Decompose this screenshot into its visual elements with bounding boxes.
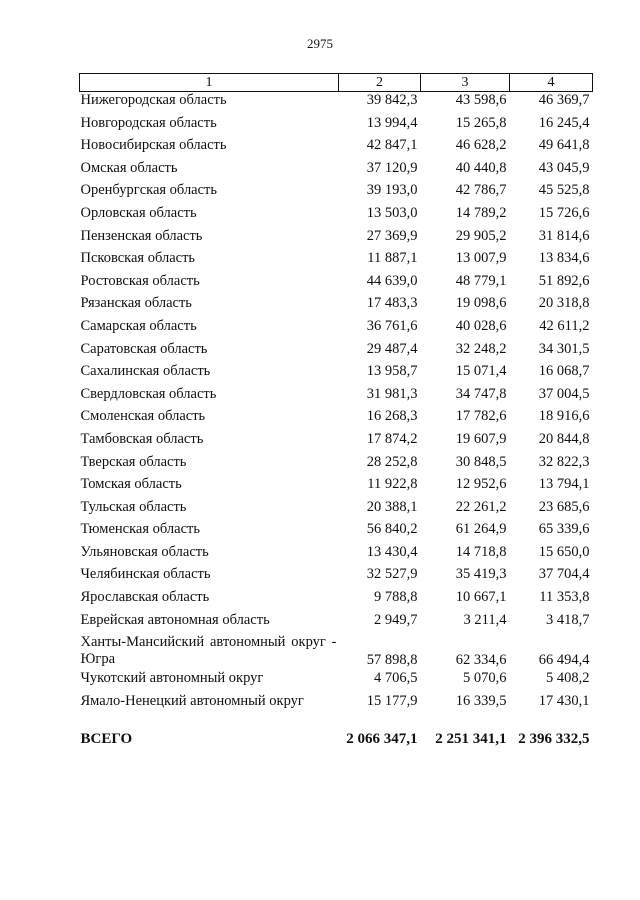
region-name: Ростовская область	[80, 272, 200, 289]
spacer-cell	[339, 715, 421, 731]
region-name: Сахалинская область	[80, 363, 211, 380]
value-col-3: 35 419,3	[455, 566, 507, 583]
table-row	[80, 228, 593, 251]
value-col-3: 30 848,5	[455, 453, 507, 470]
value-col-4: 34 301,5	[538, 340, 590, 357]
table-row	[80, 544, 593, 567]
value-col-3: 15 071,4	[455, 363, 507, 380]
table-row	[80, 363, 593, 386]
value-col-2: 44 639,0	[366, 272, 418, 289]
header-row	[80, 74, 593, 92]
value-col-4: 37 704,4	[538, 566, 590, 583]
budget-table	[79, 73, 593, 754]
header-col-3: 3	[421, 74, 510, 92]
value-col-2: 32 527,9	[366, 566, 418, 583]
region-name: Томская область	[80, 476, 182, 493]
value-col-2: 39 193,0	[366, 182, 418, 199]
value-col-2: 29 487,4	[366, 340, 418, 357]
total-col-3: 2 251 341,1	[435, 731, 507, 748]
value-col-3: 40 028,6	[455, 317, 507, 334]
value-col-4: 16 245,4	[538, 114, 590, 131]
value-col-2: 39 842,3	[366, 92, 418, 108]
value-col-2: 11 887,1	[367, 250, 418, 267]
value-col-3: 5 070,6	[463, 670, 507, 687]
region-name: Новгородская область	[80, 114, 217, 131]
value-col-2: 15 177,9	[366, 692, 418, 709]
value-col-3: 13 007,9	[455, 250, 507, 267]
region-name: Чукотский автономный округ	[80, 670, 264, 687]
value-col-4: 42 611,2	[539, 317, 590, 334]
value-col-3: 3 211,4	[463, 611, 507, 628]
value-col-4: 11 353,8	[539, 589, 590, 606]
region-name: Ярославская область	[80, 589, 210, 606]
budget-table-container	[79, 73, 592, 754]
table-row	[80, 250, 593, 273]
table-row	[80, 92, 593, 115]
value-col-2: 27 369,9	[366, 227, 418, 244]
value-col-3: 61 264,9	[455, 521, 507, 538]
value-col-4: 3 418,7	[546, 611, 590, 628]
value-col-4: 66 494,4	[538, 652, 590, 669]
value-col-2: 16 268,3	[366, 408, 418, 425]
total-label: ВСЕГО	[80, 731, 133, 748]
value-col-3: 14 789,2	[455, 204, 507, 221]
value-col-2: 13 958,7	[366, 363, 418, 380]
value-col-3: 32 248,2	[455, 340, 507, 357]
value-col-3: 46 628,2	[455, 137, 507, 154]
region-name: Свердловская область	[80, 385, 217, 402]
spacer-row	[80, 715, 593, 731]
value-col-4: 23 685,6	[538, 498, 590, 515]
value-col-4: 45 525,8	[538, 182, 590, 199]
table-row	[80, 205, 593, 228]
region-name: Новосибирская область	[80, 137, 227, 154]
table-row	[80, 521, 593, 544]
table-row	[80, 408, 593, 431]
value-col-4: 37 004,5	[538, 385, 590, 402]
value-col-4: 31 814,6	[538, 227, 590, 244]
spacer-cell	[80, 715, 339, 731]
value-col-3: 17 782,6	[455, 408, 507, 425]
region-name: Тюменская область	[80, 521, 200, 538]
table-row	[80, 612, 593, 635]
value-col-3: 34 747,8	[455, 385, 507, 402]
value-col-4: 17 430,1	[538, 692, 590, 709]
region-name-text: Ханты-Мансийский автономный округ - Югра	[80, 634, 337, 668]
region-name: Самарская область	[80, 317, 197, 334]
total-col-4: 2 396 332,5	[518, 731, 590, 748]
table-row	[80, 634, 593, 670]
region-name: Челябинская область	[80, 566, 211, 583]
value-col-3: 14 718,8	[455, 543, 507, 560]
value-col-3: 12 952,6	[455, 476, 507, 493]
region-name: Смоленская область	[80, 408, 206, 425]
region-name: Рязанская область	[80, 295, 192, 312]
region-name: Псковская область	[80, 250, 196, 267]
value-col-4: 20 318,8	[538, 295, 590, 312]
region-name	[80, 634, 339, 670]
table-row	[80, 273, 593, 296]
region-name: Пензенская область	[80, 227, 203, 244]
value-col-2: 20 388,1	[366, 498, 418, 515]
table-row	[80, 182, 593, 205]
value-col-3: 15 265,8	[455, 114, 507, 131]
table-row	[80, 476, 593, 499]
region-name: Ульяновская область	[80, 543, 209, 560]
region-name: Тамбовская область	[80, 430, 204, 447]
value-col-3: 10 667,1	[455, 589, 507, 606]
value-col-2: 11 922,8	[367, 476, 418, 493]
value-col-3: 22 261,2	[455, 498, 507, 515]
value-col-2: 57 898,8	[366, 652, 418, 669]
region-name: Оренбургская область	[80, 182, 218, 199]
value-col-3: 40 440,8	[455, 159, 507, 176]
table-row	[80, 693, 593, 716]
value-col-3: 43 598,6	[455, 92, 507, 108]
region-name: Орловская область	[80, 204, 197, 221]
table-row	[80, 160, 593, 183]
table-row	[80, 295, 593, 318]
table-row	[80, 670, 593, 693]
table-row	[80, 431, 593, 454]
value-col-4: 15 650,0	[538, 543, 590, 560]
value-col-2: 9 788,8	[374, 589, 418, 606]
value-col-2: 37 120,9	[366, 159, 418, 176]
region-name: Омская область	[80, 159, 178, 176]
value-col-3: 29 905,2	[455, 227, 507, 244]
value-col-3: 42 786,7	[455, 182, 507, 199]
total-row	[80, 731, 593, 754]
region-name: Еврейская автономная область	[80, 611, 270, 628]
value-col-2: 31 981,3	[366, 385, 418, 402]
table-row	[80, 341, 593, 364]
value-col-2: 17 483,3	[366, 295, 418, 312]
value-col-2: 2 949,7	[374, 611, 418, 628]
value-col-2: 13 503,0	[366, 204, 418, 221]
page-number: 2975	[307, 36, 333, 51]
value-col-3: 19 607,9	[455, 430, 507, 447]
value-col-2: 13 430,4	[366, 543, 418, 560]
table-row	[80, 454, 593, 477]
value-col-4: 65 339,6	[538, 521, 590, 538]
table-row	[80, 566, 593, 589]
value-col-4: 43 045,9	[538, 159, 590, 176]
value-col-4: 46 369,7	[538, 92, 590, 108]
value-col-2: 13 994,4	[366, 114, 418, 131]
spacer-cell	[510, 715, 593, 731]
table-row	[80, 318, 593, 341]
value-col-2: 56 840,2	[366, 521, 418, 538]
value-col-3: 19 098,6	[455, 295, 507, 312]
total-col-2: 2 066 347,1	[346, 731, 418, 748]
value-col-3: 62 334,6	[455, 652, 507, 669]
value-col-4: 18 916,6	[538, 408, 590, 425]
table-row	[80, 499, 593, 522]
value-col-3: 16 339,5	[455, 692, 507, 709]
spacer-cell	[421, 715, 510, 731]
value-col-4: 15 726,6	[538, 204, 590, 221]
value-col-4: 51 892,6	[538, 272, 590, 289]
table-body	[80, 92, 593, 755]
value-col-3: 48 779,1	[455, 272, 507, 289]
table-row	[80, 589, 593, 612]
region-name: Нижегородская область	[80, 92, 227, 108]
value-col-2: 36 761,6	[366, 317, 418, 334]
region-name: Тверская область	[80, 453, 187, 470]
value-col-4: 16 068,7	[538, 363, 590, 380]
value-col-4: 13 794,1	[538, 476, 590, 493]
table-row	[80, 386, 593, 409]
value-col-4: 5 408,2	[546, 670, 590, 687]
value-col-4: 49 641,8	[538, 137, 590, 154]
value-col-4: 20 844,8	[538, 430, 590, 447]
region-name: Саратовская область	[80, 340, 208, 357]
table-row	[80, 137, 593, 160]
value-col-2: 42 847,1	[366, 137, 418, 154]
header-col-1: 1	[80, 74, 339, 92]
table-row	[80, 115, 593, 138]
value-col-2: 28 252,8	[366, 453, 418, 470]
header-col-2: 2	[339, 74, 421, 92]
region-name: Тульская область	[80, 498, 187, 515]
value-col-2: 4 706,5	[374, 670, 418, 687]
value-col-2: 17 874,2	[366, 430, 418, 447]
table-header	[80, 74, 593, 92]
value-col-4: 13 834,6	[538, 250, 590, 267]
value-col-4: 32 822,3	[538, 453, 590, 470]
region-name: Ямало-Ненецкий автономный округ	[80, 692, 304, 709]
header-col-4: 4	[510, 74, 593, 92]
